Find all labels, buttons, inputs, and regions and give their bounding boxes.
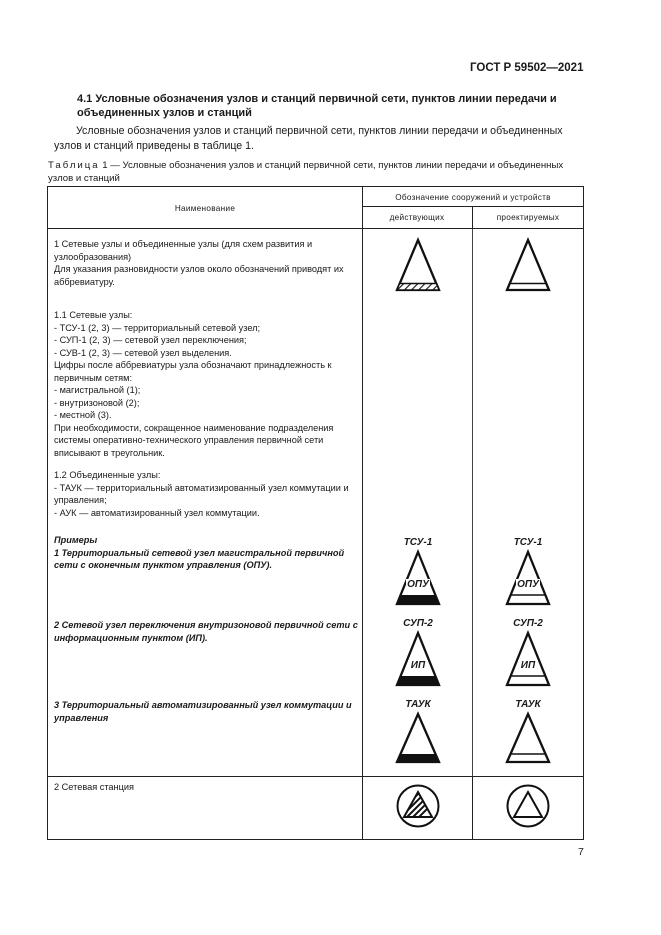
example2-planned-label: СУП-2 (513, 618, 543, 629)
example2-planned-triangle-icon (503, 630, 553, 688)
table-caption-label: Таблица (48, 160, 100, 171)
row11-title: 1.1 Сетевые узлы: (54, 310, 133, 320)
example1-planned-label: ТСУ-1 (513, 537, 543, 548)
section-heading: 4.1 Условные обозначения узлов и станций первичной сети, пунктов линии передачи и объединенных узлов и станций (77, 93, 557, 119)
list-item: - АУК — автоматизированный узел коммутации. (54, 507, 260, 518)
example3-existing-label: ТАУК (405, 699, 431, 710)
list-item: - внутризоновой (2); (54, 397, 140, 408)
example1-planned-inner: ОПУ (517, 579, 539, 590)
list-item: - СУВ-1 (2, 3) — сетевой узел выделения. (54, 347, 232, 358)
row11-abbr-note: При необходимости, сокращенное наименование подразделения системы оперативно-технического управления первичной сети вписывают в треугольник. (54, 422, 334, 458)
example1-existing-triangle-icon (393, 549, 443, 607)
row1-note: Для указания разновидности узлов около обозначений приводят их аббревиатуру. (54, 264, 344, 287)
example1-existing-inner: ОПУ (407, 579, 429, 590)
examples-heading: Примеры (54, 535, 98, 545)
network-station-existing-icon (395, 783, 441, 829)
row-divider (48, 228, 583, 229)
column-divider (472, 228, 473, 776)
row2-title: 2 Сетевая станция (54, 782, 134, 792)
row-divider (48, 776, 583, 777)
network-station-planned-icon (505, 783, 551, 829)
network-node-planned-icon (503, 237, 553, 293)
example3-planned-label: ТАУК (515, 699, 541, 710)
header-name: Наименование (174, 204, 236, 213)
example2-existing-label: СУП-2 (403, 618, 433, 629)
intro-paragraph: Условные обозначения узлов и станций первичной сети, пунктов линии передачи и объединенных узлов и станций приведены в таблице 1. (54, 125, 563, 152)
row-divider (362, 206, 584, 207)
example-2: 2 Сетевой узел переключения внутризоновой первичной сети с информационным пунктом (ИП). (54, 620, 358, 643)
example2-existing-inner: ИП (410, 660, 426, 671)
page-number: 7 (578, 846, 584, 858)
row1-title: 1 Сетевые узлы и объединенные узлы (для схем развития и узлообразования) (54, 239, 313, 262)
example-1: 1 Территориальный сетевой узел магистральной первичной сети с оконечным пунктом управления (ОПУ). (54, 547, 345, 571)
example3-planned-triangle-icon (503, 711, 553, 765)
row12-title: 1.2 Объединенные узлы: (54, 470, 161, 480)
header-group: Обозначение сооружений и устройств (395, 193, 551, 202)
list-item: - ТАУК — территориальный автоматизированный узел коммутации и управления; (54, 482, 349, 506)
symbols-table (47, 186, 584, 840)
list-item: - местной (3). (54, 410, 112, 420)
example1-planned-triangle-icon (503, 549, 553, 607)
row11-digits-note: Цифры после аббревиатуры узла обозначают принадлежность к первичным сетям: (54, 360, 332, 383)
header-existing: действующих (389, 213, 445, 222)
list-item: - ТСУ-1 (2, 3) — территориальный сетевой узел; (54, 322, 261, 333)
list-item: - СУП-1 (2, 3) — сетевой узел переключения; (54, 335, 247, 345)
network-node-existing-icon (393, 237, 443, 293)
column-divider (472, 776, 473, 839)
document-code: ГОСТ Р 59502—2021 (470, 62, 584, 74)
example-3: 3 Территориальный автоматизированный узел коммутации и управления (54, 700, 352, 723)
table-caption-text: 1 — Условные обозначения узлов и станций первичной сети, пунктов линии передачи и объединенных узлов и станций (48, 160, 564, 184)
example2-planned-inner: ИП (520, 660, 536, 671)
example1-existing-label: ТСУ-1 (403, 537, 433, 548)
column-divider (362, 187, 363, 839)
list-item: - магистральной (1); (54, 385, 141, 395)
example2-existing-triangle-icon (393, 630, 443, 688)
example3-existing-triangle-icon (393, 711, 443, 765)
table-caption (48, 159, 588, 185)
header-planned: проектируемых (496, 213, 560, 222)
